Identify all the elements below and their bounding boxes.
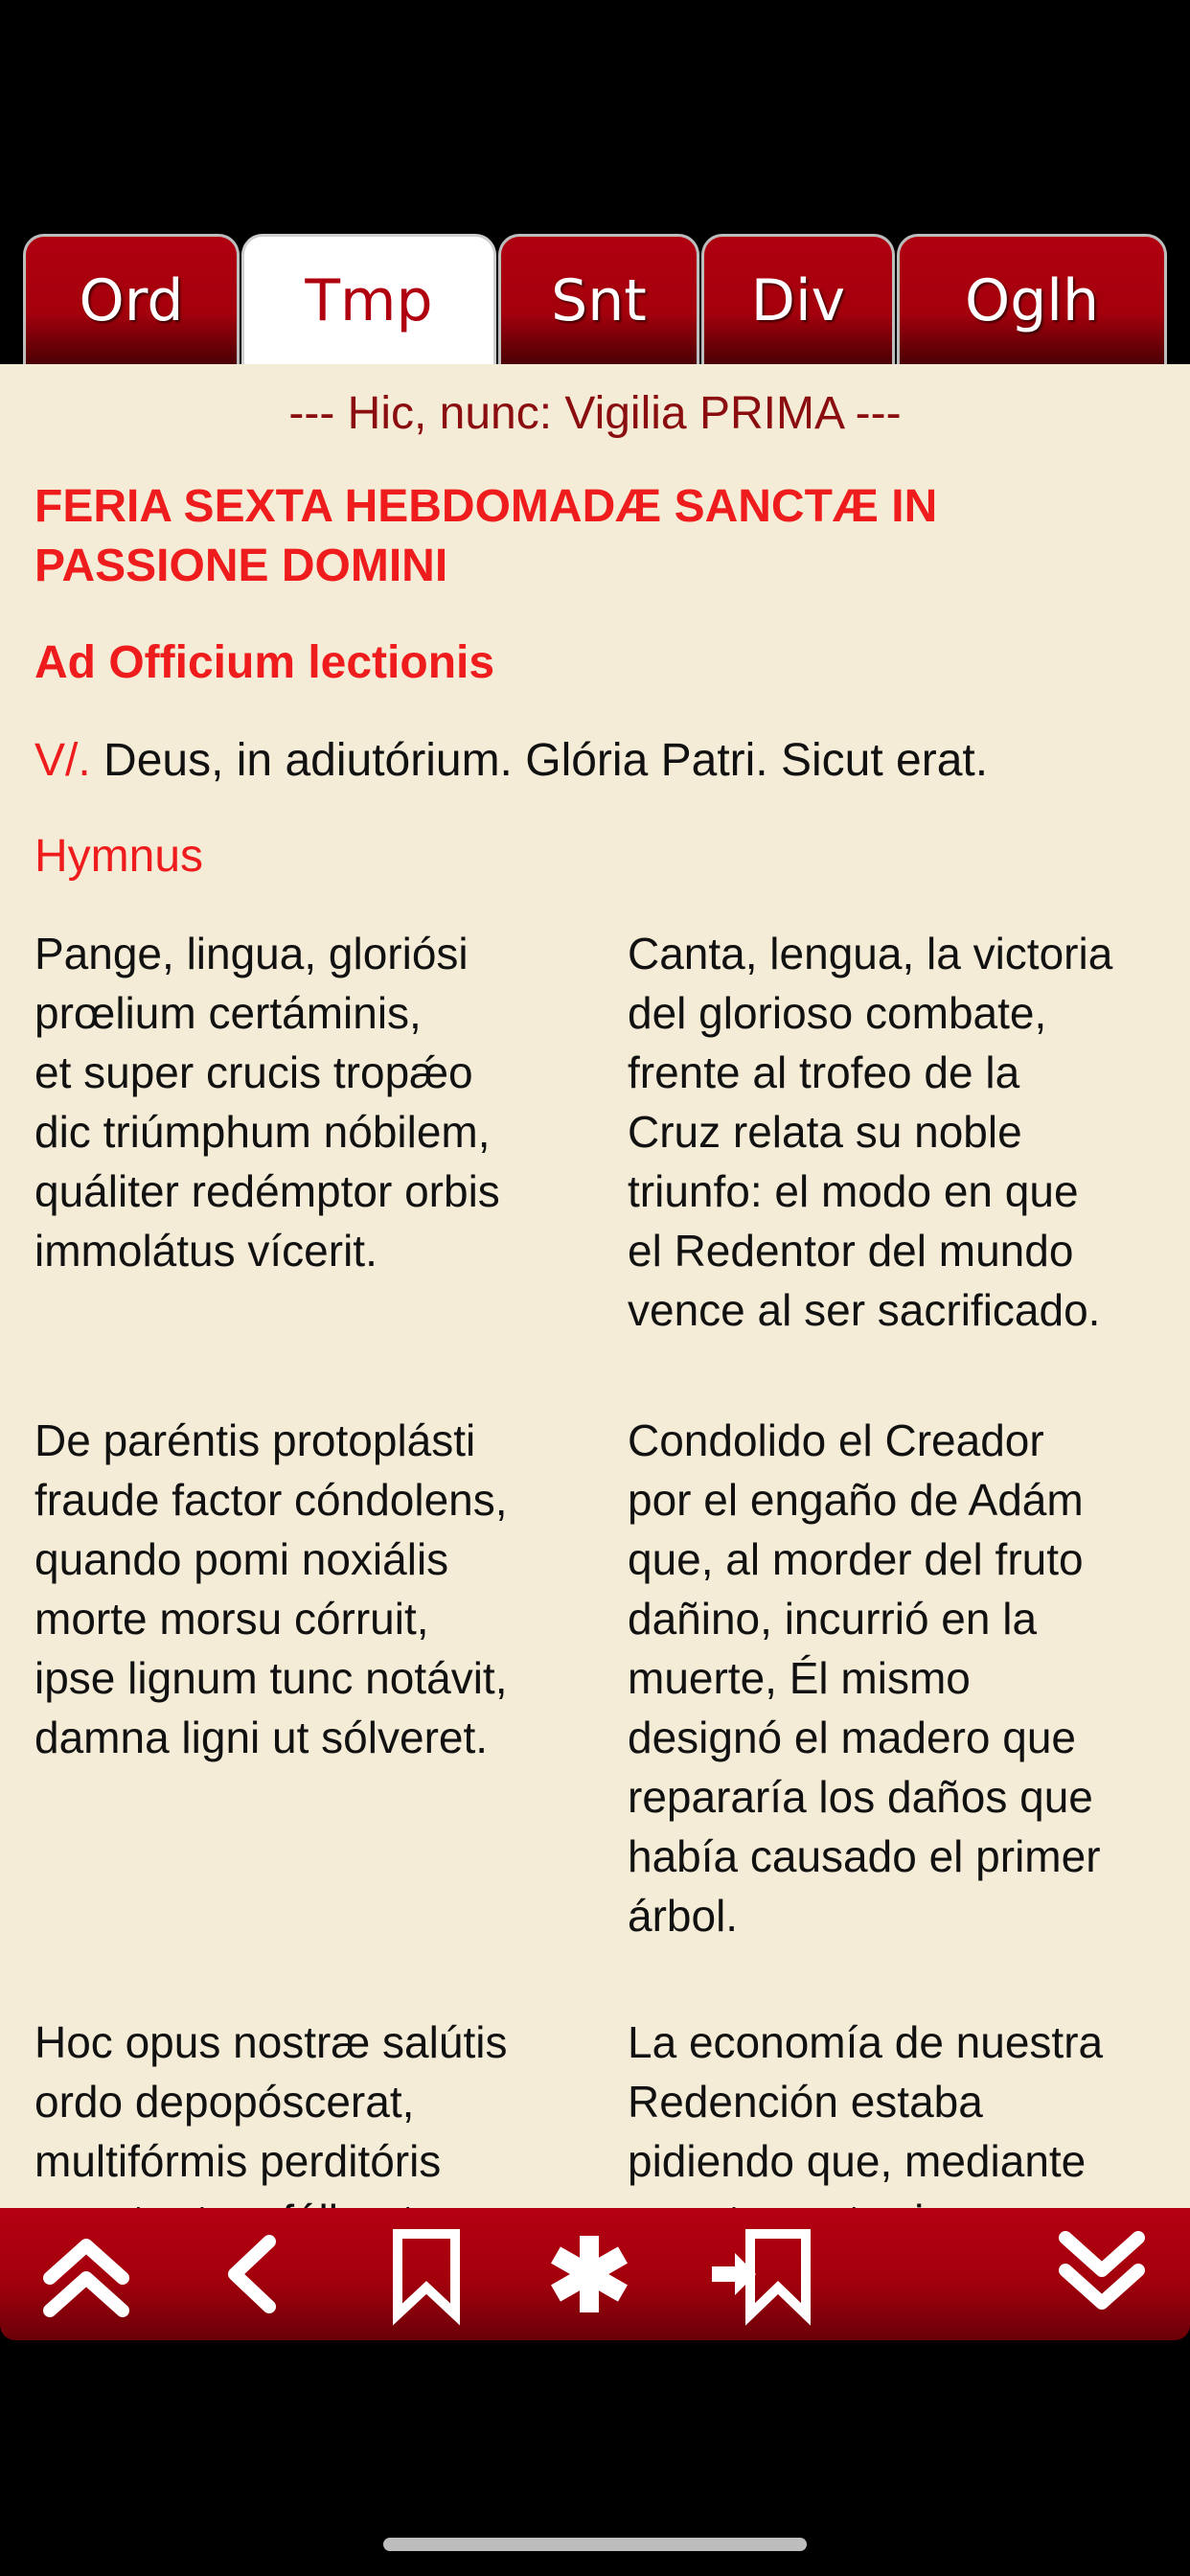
double-chevron-down-icon [1056, 2228, 1148, 2320]
favorites-button[interactable] [532, 2208, 647, 2340]
go-to-bookmark-button[interactable] [703, 2208, 818, 2340]
stanza-latin: De paréntis protoplásti fraude factor cóndolens, quando pomi noxiális morte morsu córruit, ipse lignum tunc notávit, damna ligni ut sólveret. [34, 1415, 508, 1762]
chevron-left-icon [219, 2228, 286, 2320]
bookmark-icon [388, 2228, 465, 2320]
tab-snt[interactable]: Snt [498, 234, 699, 364]
reading-content[interactable] [0, 364, 1190, 2208]
stanza-spanish: La economía de nuestra Redención estaba pidiendo que, mediante [628, 2017, 1104, 2186]
tab-oglh[interactable]: Oglh [897, 234, 1167, 364]
section-heading: Ad Officium lectionis [34, 637, 495, 688]
home-indicator [383, 2538, 807, 2551]
versicle [34, 734, 988, 787]
asterisk-icon [546, 2231, 632, 2317]
scroll-bottom-button[interactable] [1044, 2208, 1159, 2340]
bottom-toolbar [0, 2208, 1190, 2340]
versicle-text: Deus, in adiutórium. Glória Patri. Sicut erat. [90, 735, 989, 786]
double-chevron-up-icon [40, 2228, 132, 2320]
tab-ord[interactable]: Ord [23, 234, 240, 364]
bookmark-enter-icon [708, 2228, 813, 2320]
stanza-spanish: Condolido el Creador por el engaño de Adám que, al morder del fruto dañino, incurrió en la muerte, Él mismo designó el madero que repararía los daños que había causado el primer árbol. [628, 1415, 1101, 1941]
tab-bar [0, 226, 1190, 364]
hic-nunc-banner: --- Hic, nunc: Vigilia PRIMA --- [288, 388, 902, 439]
tab-tmp[interactable]: Tmp [241, 234, 496, 364]
stanza-spanish: Canta, lengua, la victoria del glorioso combate, frente al trofeo de la Cruz relata su noble triunfo: el modo en que el Redentor del mundo vence al ser sacrificado. [628, 929, 1113, 1335]
versicle-marker: V/. [34, 735, 91, 786]
tab-div[interactable]: Div [701, 234, 895, 364]
scroll-top-button[interactable] [29, 2208, 144, 2340]
back-button[interactable] [195, 2208, 310, 2340]
hymn-heading: Hymnus [34, 831, 204, 882]
bookmark-button[interactable] [369, 2208, 484, 2340]
stanza-latin: Pange, lingua, gloriósi prœlium certáminis, et super crucis tropǽo dic triúmphum nóbilem, quáliter redémptor orbis immolátus vícerit. [34, 929, 500, 1276]
stanza-latin: Hoc opus nostræ salútis ordo depopóscerat, multifórmis perditóris [34, 2017, 508, 2186]
page-title: FERIA SEXTA HEBDOMADÆ SANCTÆ IN PASSIONE DOMINI [34, 481, 938, 591]
